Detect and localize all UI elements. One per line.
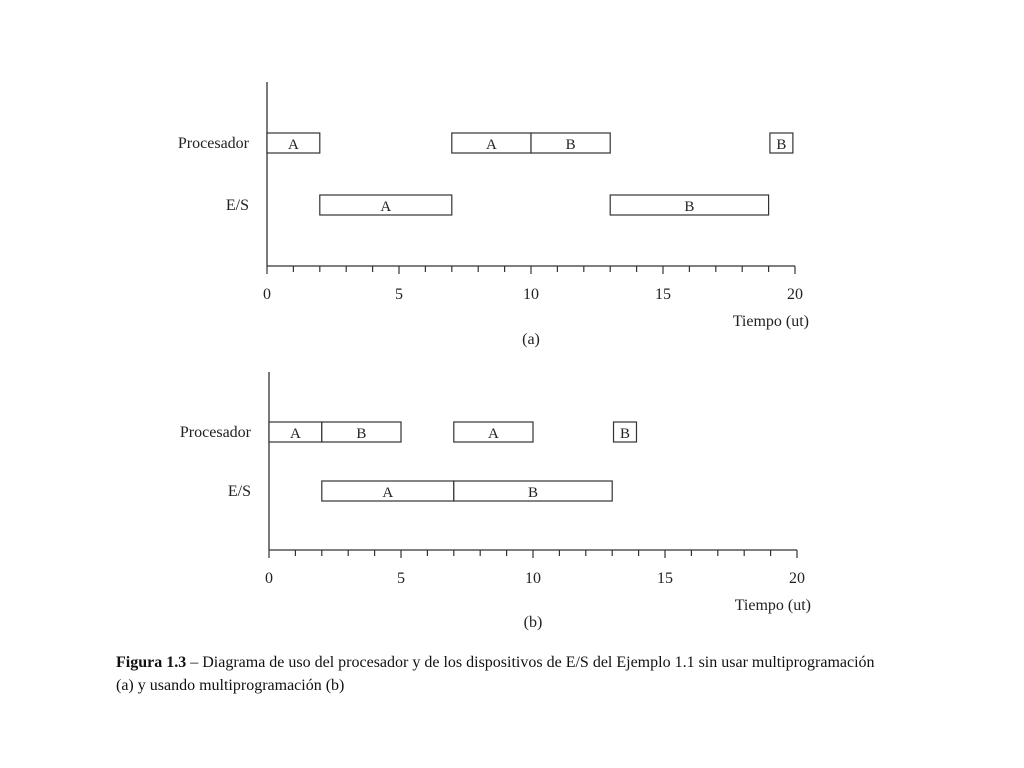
task-label: B xyxy=(356,426,367,442)
caption-text: – Diagrama de uso del procesador y de los dispositivos de E/S del Ejemplo 1.1 sin usar multiprogramación (a) y usando multiprogramación (b) xyxy=(116,654,875,694)
tick-label: 10 xyxy=(525,570,541,587)
tick-label: 20 xyxy=(789,570,805,587)
task-label: B xyxy=(776,137,787,153)
tick-label: 15 xyxy=(657,570,673,587)
tick-label: 5 xyxy=(395,286,403,303)
x-axis-label: Tiempo (ut) xyxy=(732,313,809,330)
tick-label: 0 xyxy=(263,286,271,303)
tick-label: 10 xyxy=(523,286,539,303)
panel-a xyxy=(178,82,809,348)
row-label-es: E/S xyxy=(227,483,251,500)
row-label-procesador: Procesador xyxy=(177,135,249,152)
panel-label: (b) xyxy=(523,614,543,631)
tick-label: 15 xyxy=(655,286,671,303)
x-axis-label: Tiempo (ut) xyxy=(734,597,811,614)
task-label: A xyxy=(287,137,299,153)
task-label: A xyxy=(289,426,301,442)
tick-label: 5 xyxy=(397,570,405,587)
panel-b xyxy=(180,372,811,631)
task-label: A xyxy=(380,199,392,215)
figure-label: Figura 1.3 xyxy=(116,654,187,671)
task-label: A xyxy=(382,485,394,501)
task-label: B xyxy=(684,199,695,215)
task-label: B xyxy=(527,485,539,501)
row-label-procesador: Procesador xyxy=(179,424,251,441)
task-label: A xyxy=(485,137,497,153)
task-label: B xyxy=(619,426,631,442)
task-label: A xyxy=(487,426,499,442)
figure-caption xyxy=(116,651,896,697)
row-label-es: E/S xyxy=(225,197,249,214)
tick-label: 20 xyxy=(787,286,803,303)
task-label: B xyxy=(565,137,576,153)
tick-label: 0 xyxy=(265,570,273,587)
panel-label: (a) xyxy=(522,331,540,348)
